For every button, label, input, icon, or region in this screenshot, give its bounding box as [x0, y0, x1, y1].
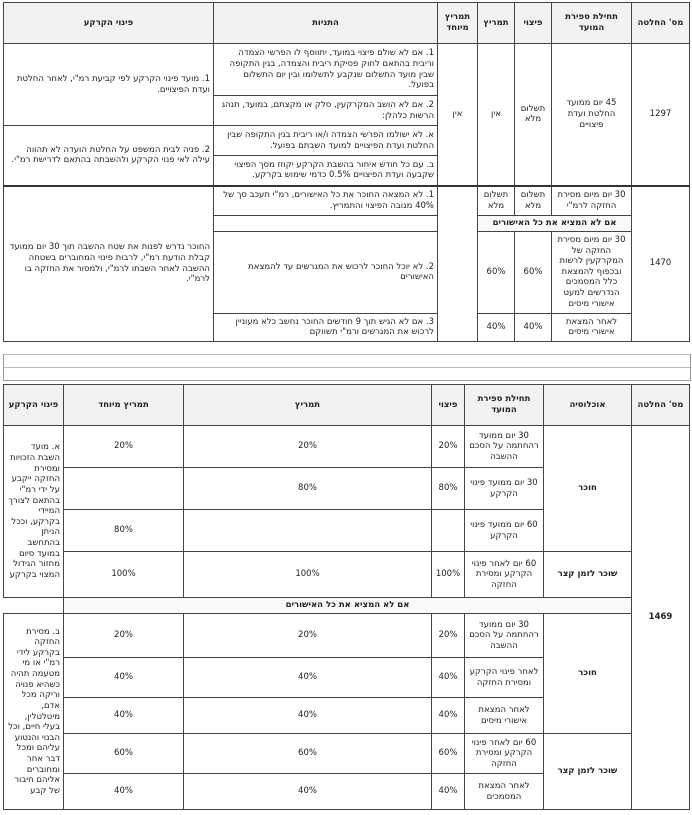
decision-number: 1470: [632, 186, 690, 342]
incentive-cell: 80%: [184, 468, 432, 510]
start-cell: לאחר המצאת המסמכים: [465, 774, 544, 810]
header-decision: מס' החלטה: [632, 385, 690, 426]
compensation-cell: 100%: [432, 552, 465, 598]
condition-cell: 1. לא המצאה החוכר את כל האישורים, רמ"י תעכב סך של 40% מגובה הפיצוי והתמריץ.: [214, 186, 438, 216]
compensation-cell: תשלום מלא: [515, 44, 552, 186]
empty-rows: [3, 354, 691, 381]
population-cell: שוכר לזמן קצר: [544, 734, 632, 810]
decision-number: 1469: [632, 426, 690, 810]
start-cell: 45 יום ממועד החלטת ועדת פיצויים: [552, 44, 632, 186]
start-cell: 30 יום ממועד רהחתמה על הסכם ההשבה: [465, 426, 544, 468]
incentive-cell: 40%: [184, 774, 432, 810]
decision-number: 1297: [632, 44, 690, 186]
table-row: [4, 614, 690, 658]
subheader-missing-approvals: אם לא המציא את כל האישורים: [478, 216, 632, 232]
start-cell: 30 יום ממועד פינוי הקרקע: [465, 468, 544, 510]
compensation-cell: 20%: [432, 426, 465, 468]
special-incentive-cell: 40%: [64, 698, 184, 734]
condition-cell: 2. לא יוכל החוכר לרכוש את המגרשים עד להמצאת האישורים: [214, 231, 438, 313]
header-start: תחילת ספירת המועד: [552, 3, 632, 44]
evacuation-cell: 2. פניה לבית המשפט על החלטת הועדה לא תהווה עילה לאי פנוי הקרקע ולהשבתה בהתאם לדרישת רמ"י.: [4, 126, 214, 186]
population-cell: שוכר לזמן קצר: [544, 552, 632, 598]
start-cell: לאחר פינוי הקרקע ומסירת החזקה: [465, 658, 544, 698]
start-cell: לאחר המצאת אישורי מיסים: [465, 698, 544, 734]
table-row: [4, 44, 690, 96]
header-incentive: תמריץ: [478, 3, 515, 44]
header-evacuation: פינוי הקרקע: [4, 385, 64, 426]
decisions-table-2: [3, 384, 690, 810]
special-incentive-cell: 80%: [64, 510, 184, 552]
special-incentive-cell: 40%: [64, 658, 184, 698]
special-incentive-cell: 20%: [64, 426, 184, 468]
table-row: [4, 598, 690, 614]
empty-row: [4, 354, 690, 367]
compensation-cell: 40%: [432, 658, 465, 698]
decisions-table-1: [3, 2, 690, 342]
compensation-cell: [432, 510, 465, 552]
condition-cell: 1. אם לא שולם פיצוי במועד, יתווסף לו הפרשי הצמדה וריבית בהתאם לחוק פסיקת ריבית והצמדה, בגין התקופה שבין מועד התשלום שנקבע לתשלומו ובין יום התשלום בפועל.: [214, 44, 438, 96]
incentive-cell: 20%: [184, 614, 432, 658]
compensation-cell: 60%: [515, 231, 552, 313]
incentive-cell: 40%: [184, 698, 432, 734]
incentive-cell: אין: [478, 44, 515, 186]
special-incentive-cell: 100%: [64, 552, 184, 598]
empty-row: [4, 367, 690, 380]
incentive-cell: 40%: [478, 313, 515, 341]
evacuation-cell: א. מועד השבת הזכויות ומסירת החזקה ייקבע על ידי רמ"י בהתאם לצורך המיידי בקרקע, וככל הניתן בהתחשב במועד סיום מחזור הגידול המצוי בקרקע: [4, 426, 64, 598]
header-decision: מס' החלטה: [632, 3, 690, 44]
compensation-cell: תשלום מלא: [515, 186, 552, 216]
header-special-incentive: תמריץ מיוחד: [64, 385, 184, 426]
header-evacuation: פינוי הקרקע: [4, 3, 214, 44]
population-cell: חוכר: [544, 614, 632, 734]
table-row: [4, 186, 690, 216]
header-compensation: פיצוי: [515, 3, 552, 44]
compensation-cell: 40%: [432, 698, 465, 734]
incentive-cell: 100%: [184, 552, 432, 598]
header-start: תחילת ספירת המועד: [465, 385, 544, 426]
start-cell: 30 יום ממועד רהחתמה על הסכם ההשבה: [465, 614, 544, 658]
condition-cell: 2. אם לא הושב המקרקעין, סלק או מקצתם, במועד, תנהג הרשות כלהלן:: [214, 96, 438, 126]
special-incentive-cell: 20%: [64, 614, 184, 658]
header-conditions: התניות: [214, 3, 438, 44]
compensation-cell: 40%: [432, 774, 465, 810]
evacuation-cell: ב. מסירת החזקה בקרקע לידי רמ"י או מי מטעמה תהיה כשהיא פנויה וריקה מכל אדם, מיטלטלין, בעלי חיים, וכל הבנוי והנטוע עליהם ומכל דבר אחר ומחוברים אליהם חיבור של קבע: [4, 614, 64, 810]
special-incentive-cell: 60%: [64, 734, 184, 774]
evacuation-cell: החוכר נדרש לפנות את שטח ההשבה תוך 30 יום ממועד קבלת הודעת רמ"י, לרבות פינוי המחוברים בשטחה ההשבה לאחר השבתו לרמ"י, ולמסור את החזקה בו לרמ"י.: [4, 186, 214, 342]
table1-header-row: [4, 3, 690, 44]
special-incentive-cell: [438, 186, 478, 342]
compensation-cell: 60%: [432, 734, 465, 774]
start-cell: לאחר המצאת אישורי מיסים: [552, 313, 632, 341]
compensation-cell: 40%: [515, 313, 552, 341]
header-compensation: פיצוי: [432, 385, 465, 426]
condition-cell: א. לא ישולמו הפרשי הצמדה ו/או ריבית בגין התקופה שבין החלטת ועדת הפיצויים למועד השבתם בפועל.: [214, 126, 438, 156]
start-cell: 30 יום מיום מסירת החזקה של המקרקעין לרשות ובכפוף להמצאת כלל המסמכים הנדרשים למעט אישורי מיסים: [552, 231, 632, 313]
header-special-incentive: תמריץ מיוחד: [438, 3, 478, 44]
condition-cell: ב. עם כל חודש איחור בהשבת הקרקע יקוזז מסך הפיצוי שקבעה ועדת הפיצויים 0.5% כדמי שימוש בקרקע.: [214, 156, 438, 186]
table-row: [4, 552, 690, 598]
header-incentive: תמריץ: [184, 385, 432, 426]
compensation-cell: 80%: [432, 468, 465, 510]
population-cell: חוכר: [544, 426, 632, 552]
incentive-cell: [184, 510, 432, 552]
start-cell: 60 יום ממועד פינוי הקרקע: [465, 510, 544, 552]
table-row: [4, 734, 690, 774]
incentive-cell: 40%: [184, 658, 432, 698]
incentive-cell: 60%: [478, 231, 515, 313]
incentive-cell: 20%: [184, 426, 432, 468]
condition-cell: 3. אם לא הגיש תוך 9 חודשים החוכר נחשב כלא מעוניין לרכוש את המגרשים ורמ"י תשווקם: [214, 313, 438, 341]
table2-header-row: [4, 385, 690, 426]
table-row: [4, 426, 690, 468]
incentive-cell: 60%: [184, 734, 432, 774]
special-incentive-cell: [64, 468, 184, 510]
evacuation-cell: 1. מועד פינוי הקרקע לפי קביעת רמ"י, לאחר החלטת ועדת הפיצויים.: [4, 44, 214, 126]
compensation-cell: 20%: [432, 614, 465, 658]
start-cell: 60 יום לאחר פינוי הקרקע ומסירת החזקה: [465, 734, 544, 774]
start-cell: 30 יום מיום מסירת החזקה לרמ"י: [552, 186, 632, 216]
incentive-cell: תשלום מלא: [478, 186, 515, 216]
subheader-missing-approvals: אם לא המציא את כל האישורים: [64, 598, 632, 614]
start-cell: 60 יום לאחר פינוי הקרקע ומסירת החזקה: [465, 552, 544, 598]
special-incentive-cell: אין: [438, 44, 478, 186]
special-incentive-cell: 40%: [64, 774, 184, 810]
header-population: אוכלוסיה: [544, 385, 632, 426]
condition-cell: [214, 216, 438, 232]
